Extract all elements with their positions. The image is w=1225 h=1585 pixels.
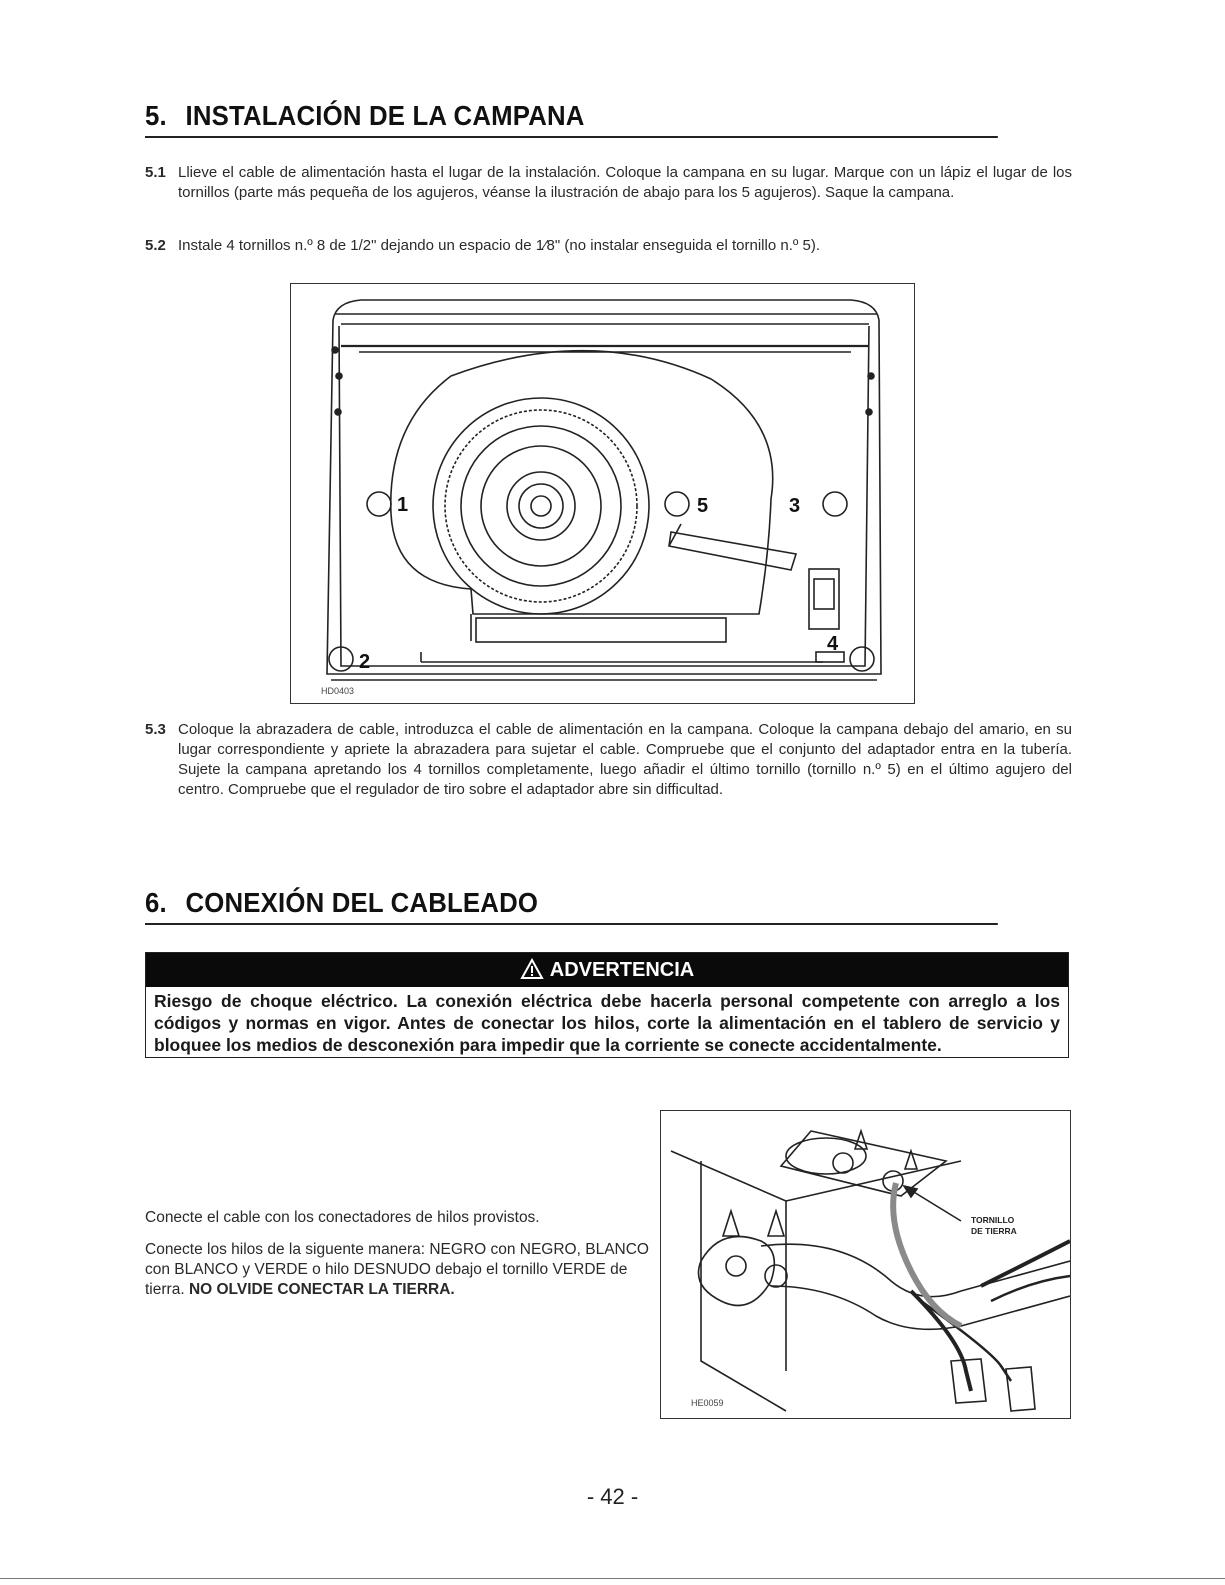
section-5-number: 5. xyxy=(145,100,167,131)
hood-mounting-illustration xyxy=(291,284,914,703)
ground-screw-callout xyxy=(971,1215,1017,1237)
step-number: 5.1 xyxy=(145,164,166,181)
step-number: 5.2 xyxy=(145,237,166,254)
callout-line-1: TORNILLO xyxy=(971,1215,1015,1225)
page-number: - 42 - xyxy=(586,1484,639,1509)
step-text: Instale 4 tornillos n.º 8 de 1/2" dejando un espacio de 1⁄8" (no instalar enseguida el tornillo n.º 5). xyxy=(178,237,821,254)
step-text: Coloque la abrazadera de cable, introduzca el cable de alimentación en la campana. Coloque la campana debajo del amario, en su lugar correspondiente y apriete la abrazadera para sujetar el cable. Compruebe que el conjunto del adaptador entra en la tubería. Sujete la campana apretando los 4 tornillos completamente, luego añadir el último tornillo (tornillo n.º 5) en el último agujero del centro. Compruebe que el regulador de tiro sobre el adaptador abre sin difficultad. xyxy=(178,721,1072,798)
step-number: 5.3 xyxy=(145,721,166,738)
section-6-heading xyxy=(145,887,998,925)
section-5-title: INSTALACIÓN DE LA CAMPANA xyxy=(185,100,585,131)
warning-title: ADVERTENCIA xyxy=(549,959,695,981)
section-6-title: CONEXIÓN DEL CABLEADO xyxy=(185,887,539,918)
screw-label-2: 2 xyxy=(359,651,371,673)
screw-label-3: 3 xyxy=(789,495,801,517)
section-5-heading xyxy=(145,100,998,138)
screw-label-5: 5 xyxy=(697,495,709,517)
figure-code: HD0403 xyxy=(321,686,355,696)
section-6-number: 6. xyxy=(145,887,167,918)
hood-mounting-figure xyxy=(290,283,915,704)
step-text: Llieve el cable de alimentación hasta el lugar de la instalación. Coloque la campana en su lugar. Marque con un lápiz el lugar de los tornillos (parte más pequeña de los agujeros, véanse la ilustración de abajo para los 5 agujeros). Saque la campana. xyxy=(178,164,1072,201)
wiring-paragraph-1: Conecte el cable con los conectadores de hilos provistos. xyxy=(145,1209,540,1226)
ground-reminder: NO OLVIDE CONECTAR LA TIERRA. xyxy=(188,1281,455,1298)
bottom-rule xyxy=(0,1578,1225,1579)
warning-box xyxy=(145,952,1069,1058)
step-5-3 xyxy=(145,720,1072,800)
wiring-paragraph-2 xyxy=(145,1240,655,1300)
step-5-2 xyxy=(145,236,1072,256)
wiring-instructions: Conecte los hilos de la siguente manera: NEGRO con NEGRO, BLANCO con BLANCO y VERDE o hilo DESNUDO debajo el tornillo VERDE de tierra. xyxy=(145,1241,649,1298)
callout-line-2: DE TIERRA xyxy=(971,1226,1017,1236)
step-5-1 xyxy=(145,163,1072,203)
warning-header xyxy=(146,953,1068,987)
screw-label-1: 1 xyxy=(397,494,409,516)
warning-text: Riesgo de choque eléctrico. La conexión eléctrica debe hacerla personal competente con arreglo a los códigos y normas en vigor. Antes de conectar los hilos, corte la alimentación en el tablero de servicio y bloquee los medios de desconexión para impedir que la corriente se conecte accidentalmente. xyxy=(154,991,1060,1055)
warning-triangle-icon xyxy=(520,958,544,980)
screw-label-4: 4 xyxy=(827,633,839,655)
wiring-figure xyxy=(660,1110,1071,1419)
figure-code: HE0059 xyxy=(691,1398,724,1408)
wiring-illustration xyxy=(661,1111,1070,1418)
